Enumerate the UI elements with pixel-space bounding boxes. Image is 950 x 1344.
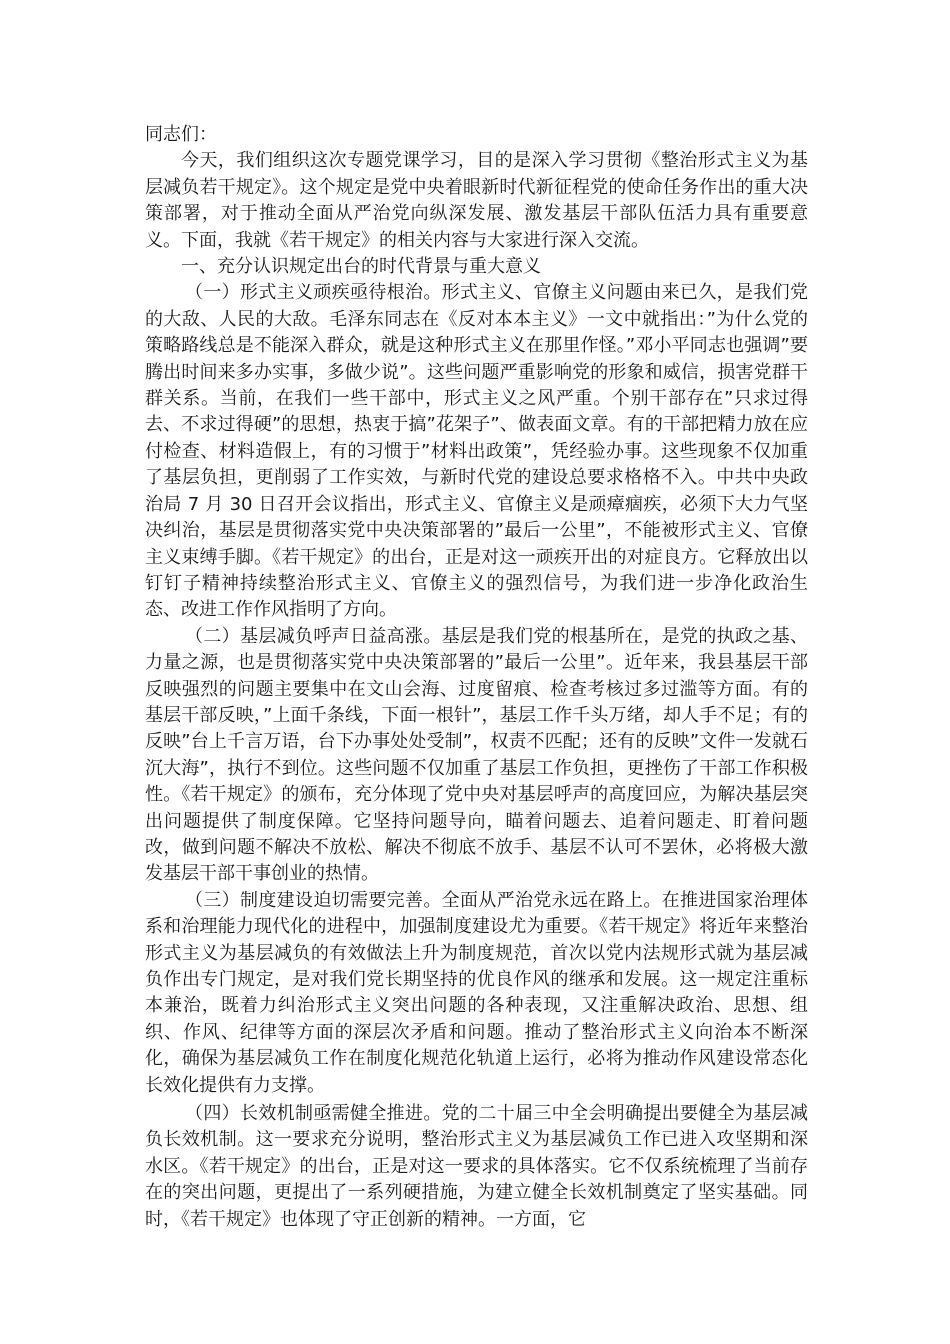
paragraph-4: （四）长效机制亟需健全推进。党的二十届三中全会明确提出要健全为基层减负长效机制。这一要求充分说明，整治形式主义为基层减负工作已进入攻坚期和深水区。《若干规定》的出台，正是对这一要求的具体落实。它不仅系统梳理了当前存在的突出问题，更提出了一系列硬措施，为建立健全长效机制奠定了坚实基础。同时，《若干规定》也体现了守正创新的精神。一方面，它 xyxy=(145,1103,808,1230)
paragraph-2: （二）基层减负呼声日益高涨。基层是我们党的根基所在，是党的执政之基、力量之源，也是贯彻落实党中央决策部署的”最后一公里”。近年来，我县基层干部反映强烈的问题主要集中在文山会海、过度留痕、检查考核过多过滥等方面。有的基层干部反映，”上面千条线，下面一根针”，基层工作千头万绪，却人手不足；有的反映”台上千言万语，台下办事处处受制”，权责不匹配；还有的反映”文件一发就石沉大海”，执行不到位。这些问题不仅加重了基层工作负担，更挫伤了干部工作积极性。《若干规定》的颁布，充分体现了党中央对基层呼声的高度回应，为解决基层突出问题提供了制度保障。它坚持问题导向，瞄着问题去、追着问题走、盯着问题改，做到问题不解决不放松、解决不彻底不放手、基层不认可不罢休，必将极大激发基层干部干事创业的热情。 xyxy=(145,625,808,885)
document-page xyxy=(145,122,808,1233)
section-heading: 一、充分认识规定出台的时代背景与重大意义 xyxy=(181,256,541,278)
salutation: 同志们： xyxy=(145,124,217,145)
intro-paragraph: 今天，我们组织这次专题党课学习，目的是深入学习贯彻《整治形式主义为基层减负若干规定》。这个规定是党中央着眼新时代新征程党的使命任务作出的重大决策部署，对于推动全面从严治党向纵深发展、激发基层干部队伍活力具有重要意义。下面，我就《若干规定》的相关内容与大家进行深入交流。 xyxy=(145,150,808,251)
paragraph-1: （一）形式主义顽疾亟待根治。形式主义、官僚主义问题由来已久，是我们党的大敌、人民的大敌。毛泽东同志在《反对本本主义》一文中就指出：”为什么党的策略路线总是不能深入群众，就是这种形式主义在那里作怪。”邓小平同志也强调”要腾出时间来多办实事，多做少说”。这些问题严重影响党的形象和威信，损害党群干群关系。当前，在我们一些干部中，形式主义之风严重。个别干部存在”只求过得去、不求过得硬”的思想，热衷于搞”花架子”、做表面文章。有的干部把精力放在应付检查、材料造假上，有的习惯于”材料出政策”，凭经验办事。这些现象不仅加重了基层负担，更削弱了工作实效，与新时代党的建设总要求格格不入。中共中央政治局 7 月 30 日召开会议指出，形式主义、官僚主义是顽瘴痼疾，必须下大力气坚决纠治，基层是贯彻落实党中央决策部署的”最后一公里”，不能被形式主义、官僚主义束缚手脚。《若干规定》的出台，正是对这一顽疾开出的对症良方。它释放出以钉钉子精神持续整治形式主义、官僚主义的强烈信号，为我们进一步净化政治生态、改进工作作风指明了方向。 xyxy=(145,282,808,621)
paragraph-3: （三）制度建设迫切需要完善。全面从严治党永远在路上。在推进国家治理体系和治理能力现代化的进程中，加强制度建设尤为重要。《若干规定》将近年来整治形式主义为基层减负的有效做法上升为制度规范，首次以党内法规形式就为基层减负作出专门规定，是对我们党长期坚持的优良作风的继承和发展。这一规定注重标本兼治，既着力纠治形式主义突出问题的各种表现，又注重解决政治、思想、组织、作风、纪律等方面的深层次矛盾和问题。推动了整治形式主义向治本不断深化，确保为基层减负工作在制度化规范化轨道上运行，必将为推动作风建设常态化长效化提供有力支撑。 xyxy=(145,889,808,1096)
